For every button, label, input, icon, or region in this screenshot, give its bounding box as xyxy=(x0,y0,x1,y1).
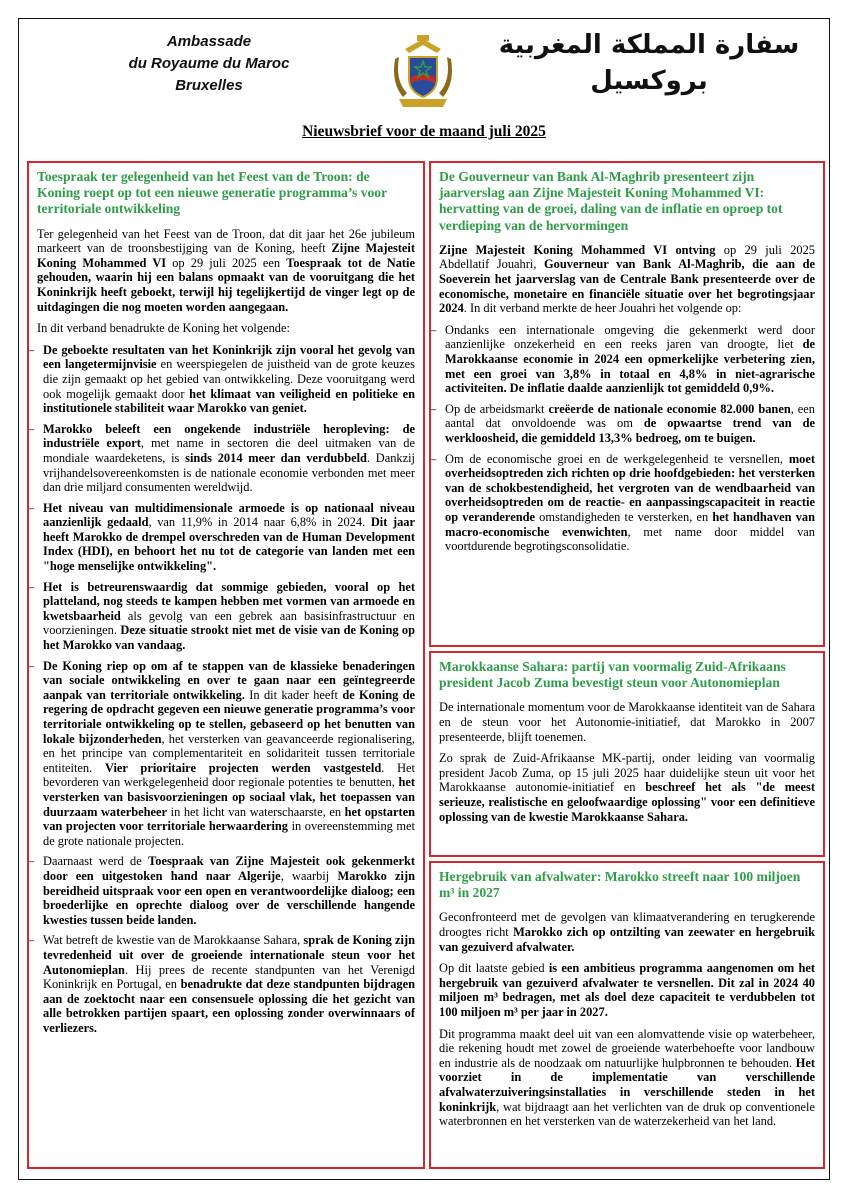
article-troon xyxy=(27,161,425,1169)
list-item: – Marokko beleeft een ongekende industriële heropleving: de industriële export, met name in sectoren die deel uitmaken van de mondiale waardeketens, is sinds 2014 meer dan verdubbeld. Dankzij vrijhandelsovereenkomsten is de nationale economie verbonden met meer dan drie miljard consumenten wereldwijd. xyxy=(33,422,415,495)
article-bank xyxy=(429,161,825,647)
list-item: – Op de arbeidsmarkt creëerde de nationale economie 82.000 banen, een aantal dat onvoldoende was om de opwaartse trend van de werkloosheid, die gemiddeld 13,3% bedroeg, om te buigen. xyxy=(435,402,815,446)
moroccan-coat-of-arms-icon xyxy=(391,31,455,111)
list-item: – Om de economische groei en de werkgelegenheid te versnellen, moet overheidsoptreden zich richten op drie hoofdgebieden: het versterken van de schokbestendigheid, het vergroten van de wendbaarheid van overheidsoptreden om de reactie- en aanpassingscapaciteit in reactie op veranderende omstandigheden te versterken, en het handhaven van macro-economische evenwichten, met name door middel van voortdurende begrotingsconsolidatie. xyxy=(435,452,815,554)
article-water-paragraph: Geconfronteerd met de gevolgen van klimaatverandering en terugkerende droogtes richt Marokko zich op ontzilting van zeewater en hergebruik van gezuiverd afvalwater. xyxy=(439,910,815,954)
article-troon-title: Toespraak ter gelegenheid van het Feest van de Troon: de Koning roept op tot een nieuwe generatie programma’s voor territoriale ontwikkeling xyxy=(37,169,387,217)
article-bank-bullets xyxy=(439,323,815,554)
embassy-line-1: Ambassade xyxy=(166,33,252,50)
embassy-line-3: Bruxelles xyxy=(175,77,243,94)
embassy-name-arabic xyxy=(489,27,809,99)
embassy-name-french xyxy=(79,31,339,97)
list-item: – Het is betreurenswaardig dat sommige gebieden, vooral op het platteland, nog steeds te kampen hebben met vormen van armoede en kwetsbaarheid als gevolg van een gebrek aan basisinfrastructuur en voorzieningen. Deze situatie strookt niet met de visie van de Koning op het Marokko van vandaag. xyxy=(33,580,415,653)
list-item: – De Koning riep op om af te stappen van de klassieke benaderingen van sociale ontwikkeling en over te gaan naar een geïntegreerde aanpak van territoriale ontwikkeling. In dit kader heeft de Koning de regering de opdracht gegeven een nieuwe generatie programma’s voor territoriale ontwikkeling op te stellen, gebaseerd op het benutten van lokale bijzonderheden, het versterken van geavanceerde regionalisering, en het principe van complementariteit en solidariteit tussen territoriale entiteiten. Vier prioritaire projecten werden vastgesteld. Het bevorderen van werkgelegenheid door regionale potenties te benutten, het versterken van basisvoorzieningen op sociaal vlak, het toepassen van duurzaam waterbeheer in het licht van waterschaarste, en het opstarten van projecten voor territoriale herwaardering in overeenstemming met de grote nationale projecten. xyxy=(33,659,415,849)
article-sahara-paragraph: Zo sprak de Zuid-Afrikaanse MK-partij, onder leiding van voormalig president Jacob Zuma, op 15 juli 2025 haar duidelijke steun uit voor het Marokkaanse autonomie-initiatief en beschreef het als "de meest serieuze, realistische en geloofwaardige oplossing" voor een definitieve oplossing van de kwestie Marokkaanse Sahara. xyxy=(439,751,815,824)
article-troon-bullets xyxy=(37,343,415,1036)
article-troon-lead: In dit verband benadrukte de Koning het volgende: xyxy=(37,321,290,336)
article-water xyxy=(429,861,825,1169)
newsletter-page xyxy=(18,18,830,1180)
article-bank-title: De Gouverneur van Bank Al-Maghrib presenteert zijn jaarverslag aan Zijne Majesteit Koning Mohammed VI: hervatting van de groei, daling van de inflatie en oproep tot verdieping van de hervormingen xyxy=(439,169,783,233)
list-item: – Wat betreft de kwestie van de Marokkaanse Sahara, sprak de Koning zijn tevredenheid uit over de groeiende internationale steun voor het Autonomieplan. Hij prees de recente standpunten van het Verenigd Koninkrijk en Portugal, en benadrukte dat deze standpunten bijdragen aan de zoektocht naar een consensuele oplossing die het gezicht van alle betrokken partijen spaart, een oplossing zonder overwinnaars of verliezers. xyxy=(33,933,415,1035)
embassy-arabic-line-1: سفارة المملكة المغربية xyxy=(498,30,800,60)
article-sahara-paragraph: De internationale momentum voor de Marokkaanse identiteit van de Sahara en de steun voor het Autonomie-initiatief, dat Marokko in 2007 presenteerde, blijft toenemen. xyxy=(439,700,815,744)
embassy-line-2: du Royaume du Maroc xyxy=(128,55,290,72)
article-water-title: Hergebruik van afvalwater: Marokko streeft naar 100 miljoen m³ in 2027 xyxy=(439,869,801,901)
article-troon-intro: Ter gelegenheid van het Feest van de Troon, dat dit jaar het 26e jubileum markeert van de troonsbestijging van de Koning, heeft Zijne Majesteit Koning Mohammed VI op 29 juli 2025 een Toespraak tot de Natie gehouden, waarin hij een balans opmaakt van de vooruitgang die het Koninkrijk heeft geboekt, terwijl hij tegelijkertijd de vinger legt op de uitdagingen die nog moeten worden aangegaan. xyxy=(37,226,415,314)
article-water-paragraph: Dit programma maakt deel uit van een alomvattende visie op waterbeheer, die rekening houdt met zowel de groeiende waterbehoefte voor landbouw en industrie als de noodzaak om natuurlijke hulpbronnen te behouden. Het voorziet in de implementatie van verschillende afvalwaterzuiveringsinstallaties in verschillende steden in het koninkrijk, wat bijdraagt aan het verlichten van de druk op conventionele waterbronnen en het versterken van de waterzekerheid van het land. xyxy=(439,1026,815,1129)
newsletter-title: Nieuwsbrief voor de maand juli 2025 xyxy=(302,123,546,140)
list-item: – Het niveau van multidimensionale armoede is op nationaal niveau aanzienlijk gedaald, van 11,9% in 2014 naar 6,8% in 2024. Dit jaar heeft Marokko de drempel overschreden van de Human Development Index (HDI), en behoort het nu tot de categorie van landen met een "hoge menselijke ontwikkeling". xyxy=(33,501,415,574)
list-item: – De geboekte resultaten van het Koninkrijk zijn vooral het gevolg van een langetermijnvisie en weerspiegelen de juistheid van de grote keuzes die zijn gemaakt op het gebied van ontwikkeling. Deze vooruitgang werd ook mogelijk gemaakt door het klimaat van veiligheid en politieke en institutionele stabiliteit waar Marokko van geniet. xyxy=(33,343,415,416)
list-item: – Ondanks een internationale omgeving die gekenmerkt werd door aanzienlijke onzekerheid en een reeks jaren van droogte, liet de Marokkaanse economie in 2024 een opmerkelijke verbetering zien, met een groei van 3,8% in totaal en 4,8% in niet-agrarische activiteiten. De inflatie daalde aanzienlijk tot gemiddeld 0,9%. xyxy=(435,323,815,396)
article-water-paragraph: Op dit laatste gebied is een ambitieus programma aangenomen om het hergebruik van gezuiverd afvalwater te versnellen. Dit zal in 2024 40 miljoen m³ bedragen, met als doel deze capaciteit te verdubbelen tot 100 miljoen m³ per jaar in 2027. xyxy=(439,961,815,1019)
article-sahara-title: Marokkaanse Sahara: partij van voormalig Zuid-Afrikaans president Jacob Zuma bevestigt steun voor Autonomieplan xyxy=(439,659,786,691)
article-sahara xyxy=(429,651,825,857)
embassy-arabic-line-2: بروكسيل xyxy=(590,66,708,96)
article-bank-intro: Zijne Majesteit Koning Mohammed VI ontving op 29 juli 2025 Abdellatif Jouahri, Gouverneur van Bank Al-Maghrib, die aan de Soeverein het jaarverslag van de Centrale Bank presenteerde over de economische, monetaire en financiële situatie over het begrotingsjaar 2024. In dit verband merkte de heer Jouahri het volgende op: xyxy=(439,242,815,316)
list-item: – Daarnaast werd de Toespraak van Zijne Majesteit ook gekenmerkt door een uitgestoken hand naar Algerije, waarbij Marokko zijn bereidheid uitspraak voor een open en verantwoordelijke dialoog; een broederlijke en oprechte dialoog over de verschillende hangende kwesties tussen beide landen. xyxy=(33,854,415,927)
